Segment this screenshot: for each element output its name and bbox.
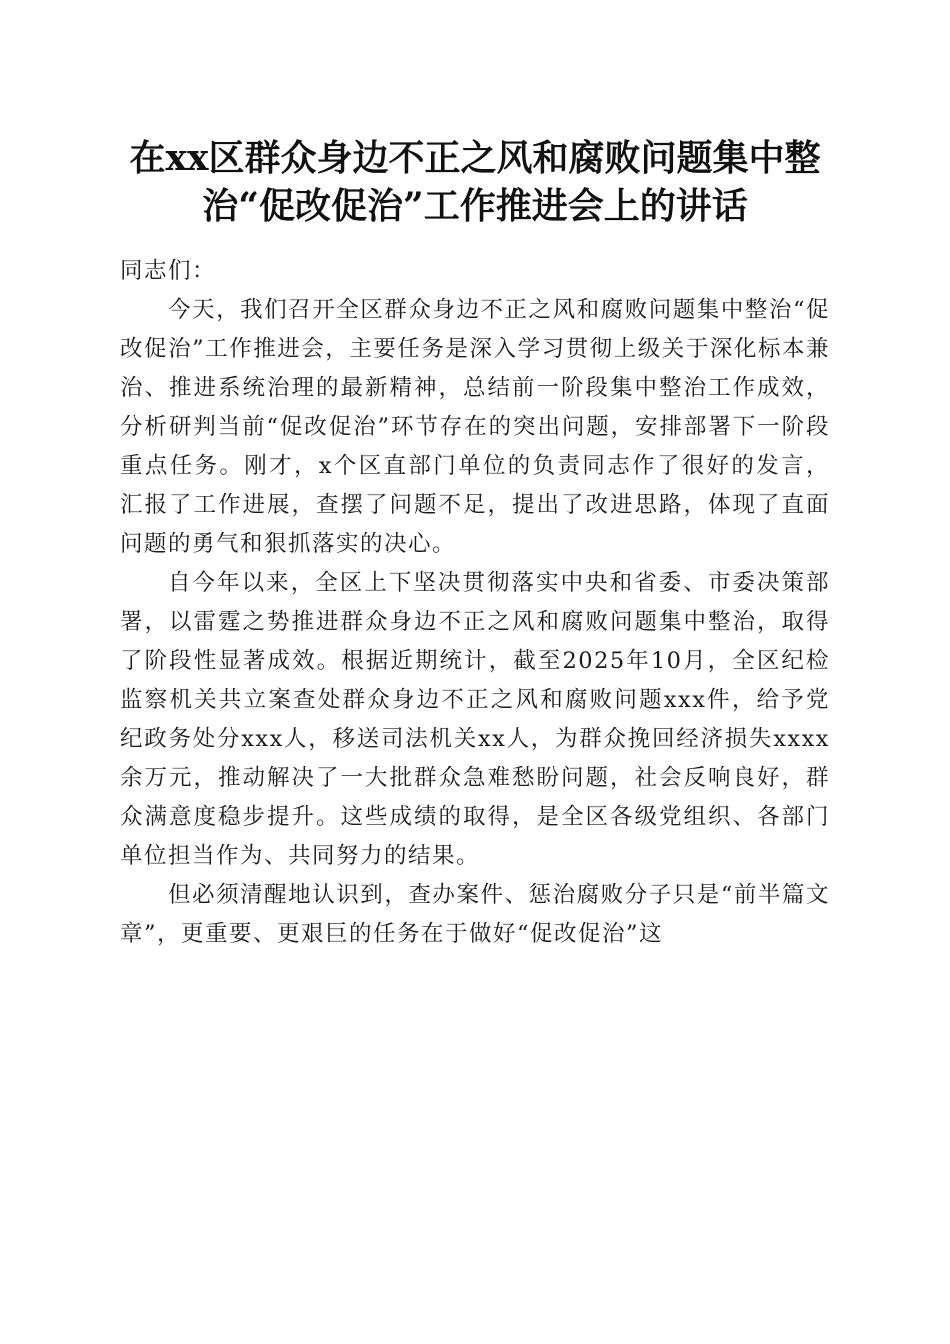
title-line-2: 治“促改促治”工作推进会上的讲话 [202,185,748,227]
paragraph-1: 今天，我们召开全区群众身边不正之风和腐败问题集中整治“促改促治”工作推进会，主要任务是深入学习贯彻上级关于深化标本兼治、推进系统治理的最新精神，总结前一阶段集中整治工作成效，分析研判当前“促改促治”环节存在的突出问题，安排部署下一阶段重点任务。刚才，x个区直部门单位的负责同志作了很好的发言，汇报了工作进展，查摆了问题不足，提出了改进思路，体现了直面问题的勇气和狠抓落实的决心。 [120,297,830,557]
salutation: 同志们： [120,258,217,284]
document-title [110,134,840,230]
paragraph-2: 自今年以来，全区上下坚决贯彻落实中央和省委、市委决策部署，以雷霆之势推进群众身边不正之风和腐败问题集中整治，取得了阶段性显著成效。根据近期统计，截至2025年10月，全区纪检监察机关共立案查处群众身边不正之风和腐败问题xxx件，给予党纪政务处分xxx人，移送司法机关xx人，为群众挽回经济损失xxxx余万元，推动解决了一大批群众急难愁盼问题，社会反响良好，群众满意度稳步提升。这些成绩的取得，是全区各级党组织、各部门单位担当作为、共同努力的结果。 [120,570,830,869]
paragraph-3: 但必须清醒地认识到，查办案件、惩治腐败分子只是“前半篇文章”，更重要、更艰巨的任务在于做好“促改促治”这 [120,882,830,947]
document-body [120,252,830,954]
title-line-1: 在xx区群众身边不正之风和腐败问题集中整 [129,137,821,179]
